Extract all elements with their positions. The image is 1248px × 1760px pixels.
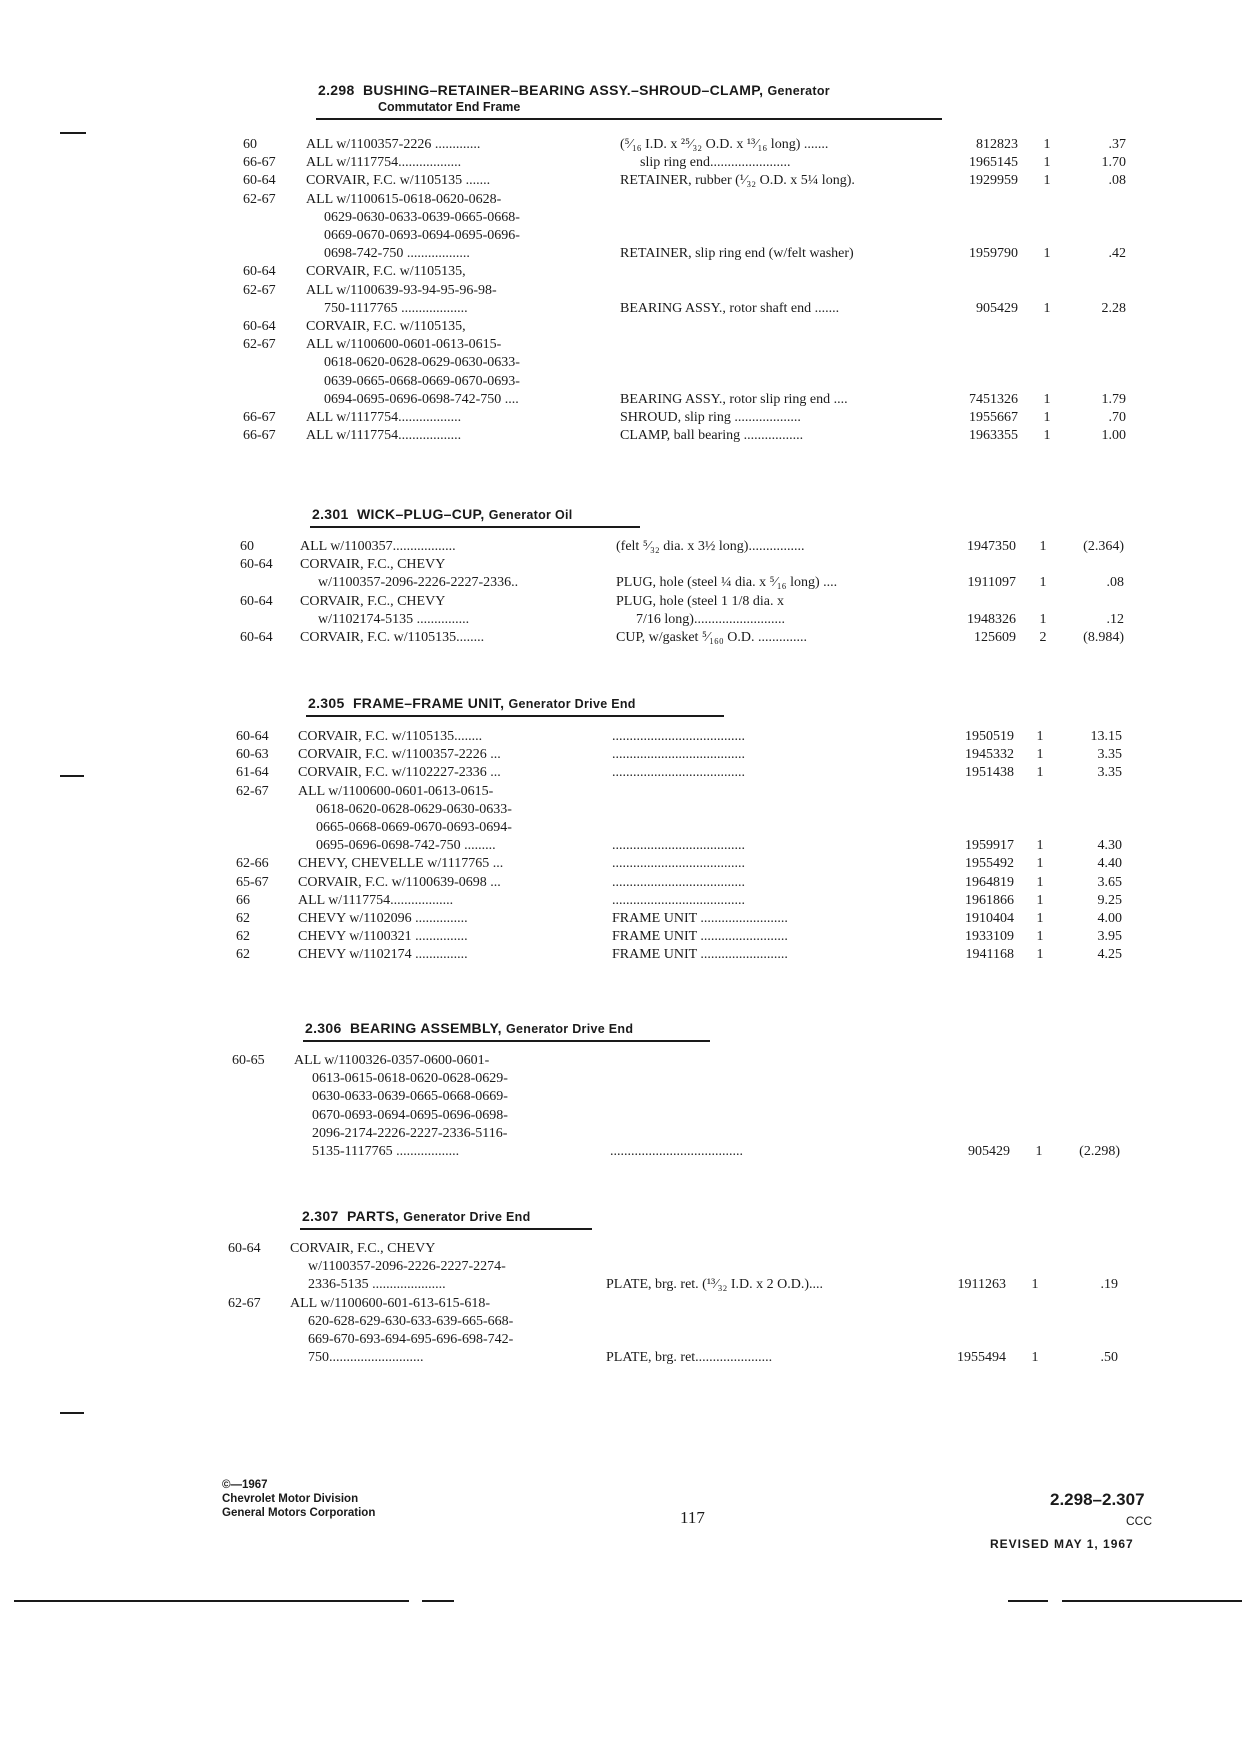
row-year: 60 <box>243 137 257 152</box>
row-part-number: 1955494 <box>957 1350 1006 1366</box>
row-quantity: 1 <box>1036 765 1044 781</box>
row-year: 66-67 <box>243 155 276 171</box>
row-description: ...................................... <box>612 729 745 744</box>
row-price: (2.364) <box>1083 539 1124 554</box>
section-number: 2.298 <box>318 82 355 98</box>
row-application: ALL w/1117754.................. <box>306 410 462 425</box>
row-application: 0665-0668-0669-0670-0693-0694- <box>316 820 512 835</box>
row-year: 66-67 <box>243 410 276 425</box>
row-application: ALL w/1100326-0357-0600-0601- <box>294 1053 490 1068</box>
row-quantity: 1 <box>1043 246 1051 262</box>
row-description: ...................................... <box>612 874 745 890</box>
row-year: 62-67 <box>236 783 269 799</box>
row-year: 60-64 <box>243 264 276 280</box>
row-price: 1.79 <box>1101 391 1126 407</box>
row-description: ...................................... <box>612 765 745 781</box>
row-application: CHEVY w/1100321 ............... <box>298 929 468 945</box>
row-part-number: 905429 <box>968 1144 1010 1159</box>
row-quantity: 1 <box>1039 611 1047 627</box>
row-year: 62 <box>236 911 250 926</box>
row-application: 0630-0633-0639-0665-0668-0669- <box>312 1089 508 1105</box>
row-price: .12 <box>1106 611 1124 627</box>
row-application: 0698-742-750 .................. <box>324 246 470 262</box>
section-underline <box>316 118 942 120</box>
row-part-number: 1910404 <box>965 911 1014 926</box>
row-quantity: 1 <box>1043 173 1051 189</box>
row-application: 669-670-693-694-695-696-698-742- <box>308 1332 514 1347</box>
row-price: .50 <box>1100 1350 1118 1366</box>
row-application: CORVAIR, F.C. w/1105135, <box>306 319 466 334</box>
row-quantity: 1 <box>1043 391 1051 407</box>
row-part-number: 1955492 <box>965 856 1014 872</box>
row-quantity: 1 <box>1036 874 1044 890</box>
section-title: PARTS, <box>346 1208 400 1224</box>
row-quantity: 1 <box>1036 892 1044 908</box>
footer-corporation: General Motors Corporation <box>222 1507 376 1519</box>
row-quantity: 1 <box>1036 947 1044 963</box>
row-year: 66-67 <box>243 428 276 444</box>
row-price: 4.40 <box>1097 856 1122 872</box>
page-number: 117 <box>680 1508 705 1527</box>
row-application: ALL w/1100615-0618-0620-0628- <box>306 191 502 207</box>
row-description: PLATE, brg. ret. (¹³⁄₃₂ I.D. x 2 O.D.).... <box>606 1277 823 1293</box>
edge-mark <box>1008 1600 1048 1602</box>
row-application: w/1102174-5135 ............... <box>318 611 470 627</box>
footer-division: Chevrolet Motor Division <box>222 1493 359 1505</box>
row-application: ALL w/1100357-2226 ............. <box>306 137 481 152</box>
row-part-number: 1965145 <box>969 155 1018 171</box>
row-application: ALL w/1100639-93-94-95-96-98- <box>306 282 497 298</box>
row-application: 0669-0670-0693-0694-0695-0696- <box>324 228 520 243</box>
row-year: 62-67 <box>243 191 276 207</box>
row-year: 60-63 <box>236 747 269 763</box>
row-quantity: 1 <box>1036 911 1044 926</box>
row-price: 9.25 <box>1097 892 1122 908</box>
row-price: 4.30 <box>1097 838 1122 854</box>
row-application: CORVAIR, F.C. w/1102227-2336 ... <box>298 765 501 781</box>
row-description: BEARING ASSY., rotor slip ring end .... <box>620 391 848 407</box>
row-quantity: 1 <box>1031 1277 1039 1293</box>
row-quantity: 1 <box>1031 1350 1039 1366</box>
row-description: CUP, w/gasket ⁵⁄₁₆₀ O.D. .............. <box>616 630 808 645</box>
row-quantity: 1 <box>1043 137 1051 152</box>
row-part-number: 1911097 <box>967 575 1016 591</box>
row-quantity: 1 <box>1036 929 1044 945</box>
row-description: ...................................... <box>612 892 745 908</box>
edge-mark <box>1062 1600 1242 1602</box>
row-part-number: 812823 <box>976 137 1018 152</box>
row-application: 750-1117765 ................... <box>324 300 468 316</box>
edge-mark <box>60 132 86 134</box>
row-year: 60-64 <box>240 630 273 645</box>
row-part-number: 125609 <box>974 630 1016 645</box>
row-application: ALL w/1117754.................. <box>306 155 462 171</box>
row-part-number: 1964819 <box>965 874 1014 890</box>
row-quantity: 1 <box>1043 428 1051 444</box>
row-price: .37 <box>1108 137 1126 152</box>
row-application: ALL w/1100600-601-613-615-618- <box>290 1295 490 1311</box>
row-year: 62-67 <box>243 282 276 298</box>
row-part-number: 1959790 <box>969 246 1018 262</box>
row-year: 66 <box>236 892 250 908</box>
row-quantity: 1 <box>1043 300 1051 316</box>
row-application: 2336-5135 ..................... <box>308 1277 446 1293</box>
row-quantity: 1 <box>1035 1144 1043 1159</box>
edge-mark <box>422 1600 454 1602</box>
row-price: 3.95 <box>1097 929 1122 945</box>
row-application: 620-628-629-630-633-639-665-668- <box>308 1313 514 1329</box>
row-application: 0670-0693-0694-0695-0696-0698- <box>312 1107 508 1123</box>
row-year: 62-67 <box>228 1295 261 1311</box>
row-description: slip ring end....................... <box>640 155 791 171</box>
section-number: 2.305 <box>308 695 345 711</box>
row-application: ALL w/1100600-0601-0613-0615- <box>298 783 494 799</box>
row-application: CORVAIR, F.C. w/1100357-2226 ... <box>298 747 501 763</box>
row-year: 65-67 <box>236 874 269 890</box>
row-application: CHEVY w/1102174 ............... <box>298 947 468 963</box>
row-description: RETAINER, rubber (¹⁄₃₂ O.D. x 5¼ long). <box>620 173 855 189</box>
section-heading <box>312 506 573 522</box>
row-application: CORVAIR, F.C., CHEVY <box>290 1241 436 1256</box>
section-qualifier: Generator Drive End <box>508 697 636 711</box>
section-number: 2.301 <box>312 506 349 522</box>
row-part-number: 1955667 <box>969 410 1018 425</box>
row-quantity: 1 <box>1036 729 1044 744</box>
row-part-number: 1929959 <box>969 173 1018 189</box>
row-application: 750........................... <box>308 1350 424 1366</box>
row-year: 60 <box>240 539 254 554</box>
row-part-number: 1963355 <box>969 428 1018 444</box>
row-description: CLAMP, ball bearing ................. <box>620 428 804 444</box>
row-description: FRAME UNIT ......................... <box>612 947 788 963</box>
row-quantity: 1 <box>1036 838 1044 854</box>
row-description: BEARING ASSY., rotor shaft end ....... <box>620 300 840 316</box>
row-price: .19 <box>1100 1277 1118 1293</box>
footer-publisher <box>222 1478 375 1520</box>
section-heading <box>318 82 830 98</box>
section-number: 2.307 <box>302 1208 339 1224</box>
row-application: CHEVY, CHEVELLE w/1117765 ... <box>298 856 504 872</box>
row-description: PLUG, hole (steel ¼ dia. x ⁵⁄₁₆ long) .... <box>616 575 838 591</box>
row-price: 1.00 <box>1101 428 1126 444</box>
row-year: 60-64 <box>228 1241 261 1256</box>
section-title: BUSHING–RETAINER–BEARING ASSY.–SHROUD–CLAMP, <box>362 82 764 98</box>
row-year: 60-65 <box>232 1053 265 1068</box>
row-application: CORVAIR, F.C. w/1105135 ....... <box>306 173 491 189</box>
row-year: 62 <box>236 947 250 963</box>
row-price: (8.984) <box>1083 630 1124 645</box>
row-application: 2096-2174-2226-2227-2336-5116- <box>312 1125 508 1141</box>
row-part-number: 1959917 <box>965 838 1014 854</box>
row-price: .70 <box>1108 410 1126 425</box>
row-year: 61-64 <box>236 765 269 781</box>
row-application: ALL w/1100600-0601-0613-0615- <box>306 337 502 353</box>
row-application: 0613-0615-0618-0620-0628-0629- <box>312 1071 508 1087</box>
row-application: CORVAIR, F.C., CHEVY <box>300 557 446 573</box>
section-heading <box>302 1208 531 1224</box>
row-year: 62-67 <box>243 337 276 353</box>
row-year: 60-64 <box>240 593 273 609</box>
row-description: RETAINER, slip ring end (w/felt washer) <box>620 246 854 262</box>
footer-ccc: CCC <box>1126 1514 1152 1528</box>
section-qualifier: Generator Drive End <box>506 1022 634 1036</box>
row-part-number: 1941168 <box>965 947 1014 963</box>
section-qualifier: Generator Drive End <box>403 1210 531 1224</box>
row-price: 2.28 <box>1101 300 1126 316</box>
row-price: .08 <box>1106 575 1124 591</box>
row-application: w/1100357-2096-2226-2227-2274- <box>308 1259 506 1275</box>
row-part-number: 7451326 <box>969 391 1018 407</box>
row-application: 0694-0695-0696-0698-742-750 .... <box>324 391 519 407</box>
row-description: 7/16 long).......................... <box>636 611 785 627</box>
row-part-number: 1947350 <box>967 539 1016 554</box>
row-part-number: 1948326 <box>967 611 1016 627</box>
section-range-code: 2.298–2.307 <box>1050 1490 1145 1509</box>
row-price: 1.70 <box>1101 155 1126 171</box>
edge-mark <box>14 1600 409 1602</box>
row-application: 0618-0620-0628-0629-0630-0633- <box>316 801 512 817</box>
row-year: 62 <box>236 929 250 945</box>
revision-date: REVISED MAY 1, 1967 <box>990 1537 1134 1551</box>
row-quantity: 1 <box>1036 856 1044 872</box>
row-part-number: 1945332 <box>965 747 1014 763</box>
row-description: PLATE, brg. ret...................... <box>606 1350 773 1366</box>
row-year: 60-64 <box>243 173 276 189</box>
row-part-number: 1933109 <box>965 929 1014 945</box>
row-description: (⁵⁄₁₆ I.D. x ²⁵⁄₃₂ O.D. x ¹³⁄₁₆ long) ....... <box>620 137 829 152</box>
row-part-number: 1950519 <box>965 729 1014 744</box>
section-qualifier: Generator <box>767 84 830 98</box>
row-year: 62-66 <box>236 856 269 872</box>
section-subtitle: Commutator End Frame <box>378 100 521 114</box>
row-quantity: 1 <box>1039 575 1047 591</box>
row-application: CHEVY w/1102096 ............... <box>298 911 468 926</box>
row-year: 60-64 <box>243 319 276 334</box>
section-heading <box>308 695 636 711</box>
row-price: 4.00 <box>1097 911 1122 926</box>
footer-copyright: ©—1967 <box>222 1479 268 1491</box>
row-application: 0639-0665-0668-0669-0670-0693- <box>324 373 520 389</box>
row-description: SHROUD, slip ring ................... <box>620 410 801 425</box>
row-price: 3.35 <box>1097 747 1122 763</box>
row-application: ALL w/1117754.................. <box>298 892 454 908</box>
row-price: .08 <box>1108 173 1126 189</box>
row-quantity: 1 <box>1043 155 1051 171</box>
row-price: 3.35 <box>1097 765 1122 781</box>
row-year: 60-64 <box>236 729 269 744</box>
row-application: CORVAIR, F.C. w/1105135........ <box>300 630 485 645</box>
row-application: 0629-0630-0633-0639-0665-0668- <box>324 209 520 225</box>
row-application: CORVAIR, F.C. w/1105135........ <box>298 729 483 744</box>
row-price: 4.25 <box>1097 947 1122 963</box>
row-application: CORVAIR, F.C., CHEVY <box>300 593 446 609</box>
row-application: 0618-0620-0628-0629-0630-0633- <box>324 355 520 371</box>
row-price: 13.15 <box>1090 729 1122 744</box>
row-application: CORVAIR, F.C. w/1100639-0698 ... <box>298 874 501 890</box>
section-underline <box>303 1040 710 1042</box>
row-quantity: 1 <box>1043 410 1051 425</box>
row-description: FRAME UNIT ......................... <box>612 929 788 945</box>
row-description: ...................................... <box>612 747 745 763</box>
section-title: FRAME–FRAME UNIT, <box>352 695 505 711</box>
row-application: ALL w/1117754.................. <box>306 428 462 444</box>
row-application: 0695-0696-0698-742-750 ......... <box>316 838 496 854</box>
row-description: ...................................... <box>612 856 745 872</box>
row-quantity: 1 <box>1039 539 1047 554</box>
section-title: WICK–PLUG–CUP, <box>356 506 485 522</box>
section-heading <box>305 1020 633 1036</box>
row-description: (felt ⁵⁄₃₂ dia. x 3½ long)................ <box>616 539 805 554</box>
section-underline <box>310 526 640 528</box>
row-description: ...................................... <box>610 1144 743 1159</box>
row-application: ALL w/1100357.................. <box>300 539 456 554</box>
row-part-number: 1951438 <box>965 765 1014 781</box>
section-title: BEARING ASSEMBLY, <box>349 1020 502 1036</box>
section-qualifier: Generator Oil <box>488 508 573 522</box>
row-application: w/1100357-2096-2226-2227-2336.. <box>318 575 519 591</box>
section-underline <box>306 715 724 717</box>
row-application: 5135-1117765 .................. <box>312 1144 460 1159</box>
row-price: .42 <box>1108 246 1126 262</box>
section-number: 2.306 <box>305 1020 342 1036</box>
row-part-number: 1961866 <box>965 892 1014 908</box>
row-description: FRAME UNIT ......................... <box>612 911 788 926</box>
row-application: CORVAIR, F.C. w/1105135, <box>306 264 466 280</box>
row-part-number: 1911263 <box>957 1277 1006 1293</box>
row-year: 60-64 <box>240 557 273 573</box>
row-price: (2.298) <box>1079 1144 1120 1159</box>
row-quantity: 2 <box>1039 630 1047 645</box>
edge-mark <box>60 1412 84 1414</box>
row-description: ...................................... <box>612 838 745 854</box>
row-price: 3.65 <box>1097 874 1122 890</box>
row-part-number: 905429 <box>976 300 1018 316</box>
row-description: PLUG, hole (steel 1 1/8 dia. x <box>616 593 784 609</box>
edge-mark <box>60 775 84 777</box>
section-underline <box>300 1228 592 1230</box>
row-quantity: 1 <box>1036 747 1044 763</box>
